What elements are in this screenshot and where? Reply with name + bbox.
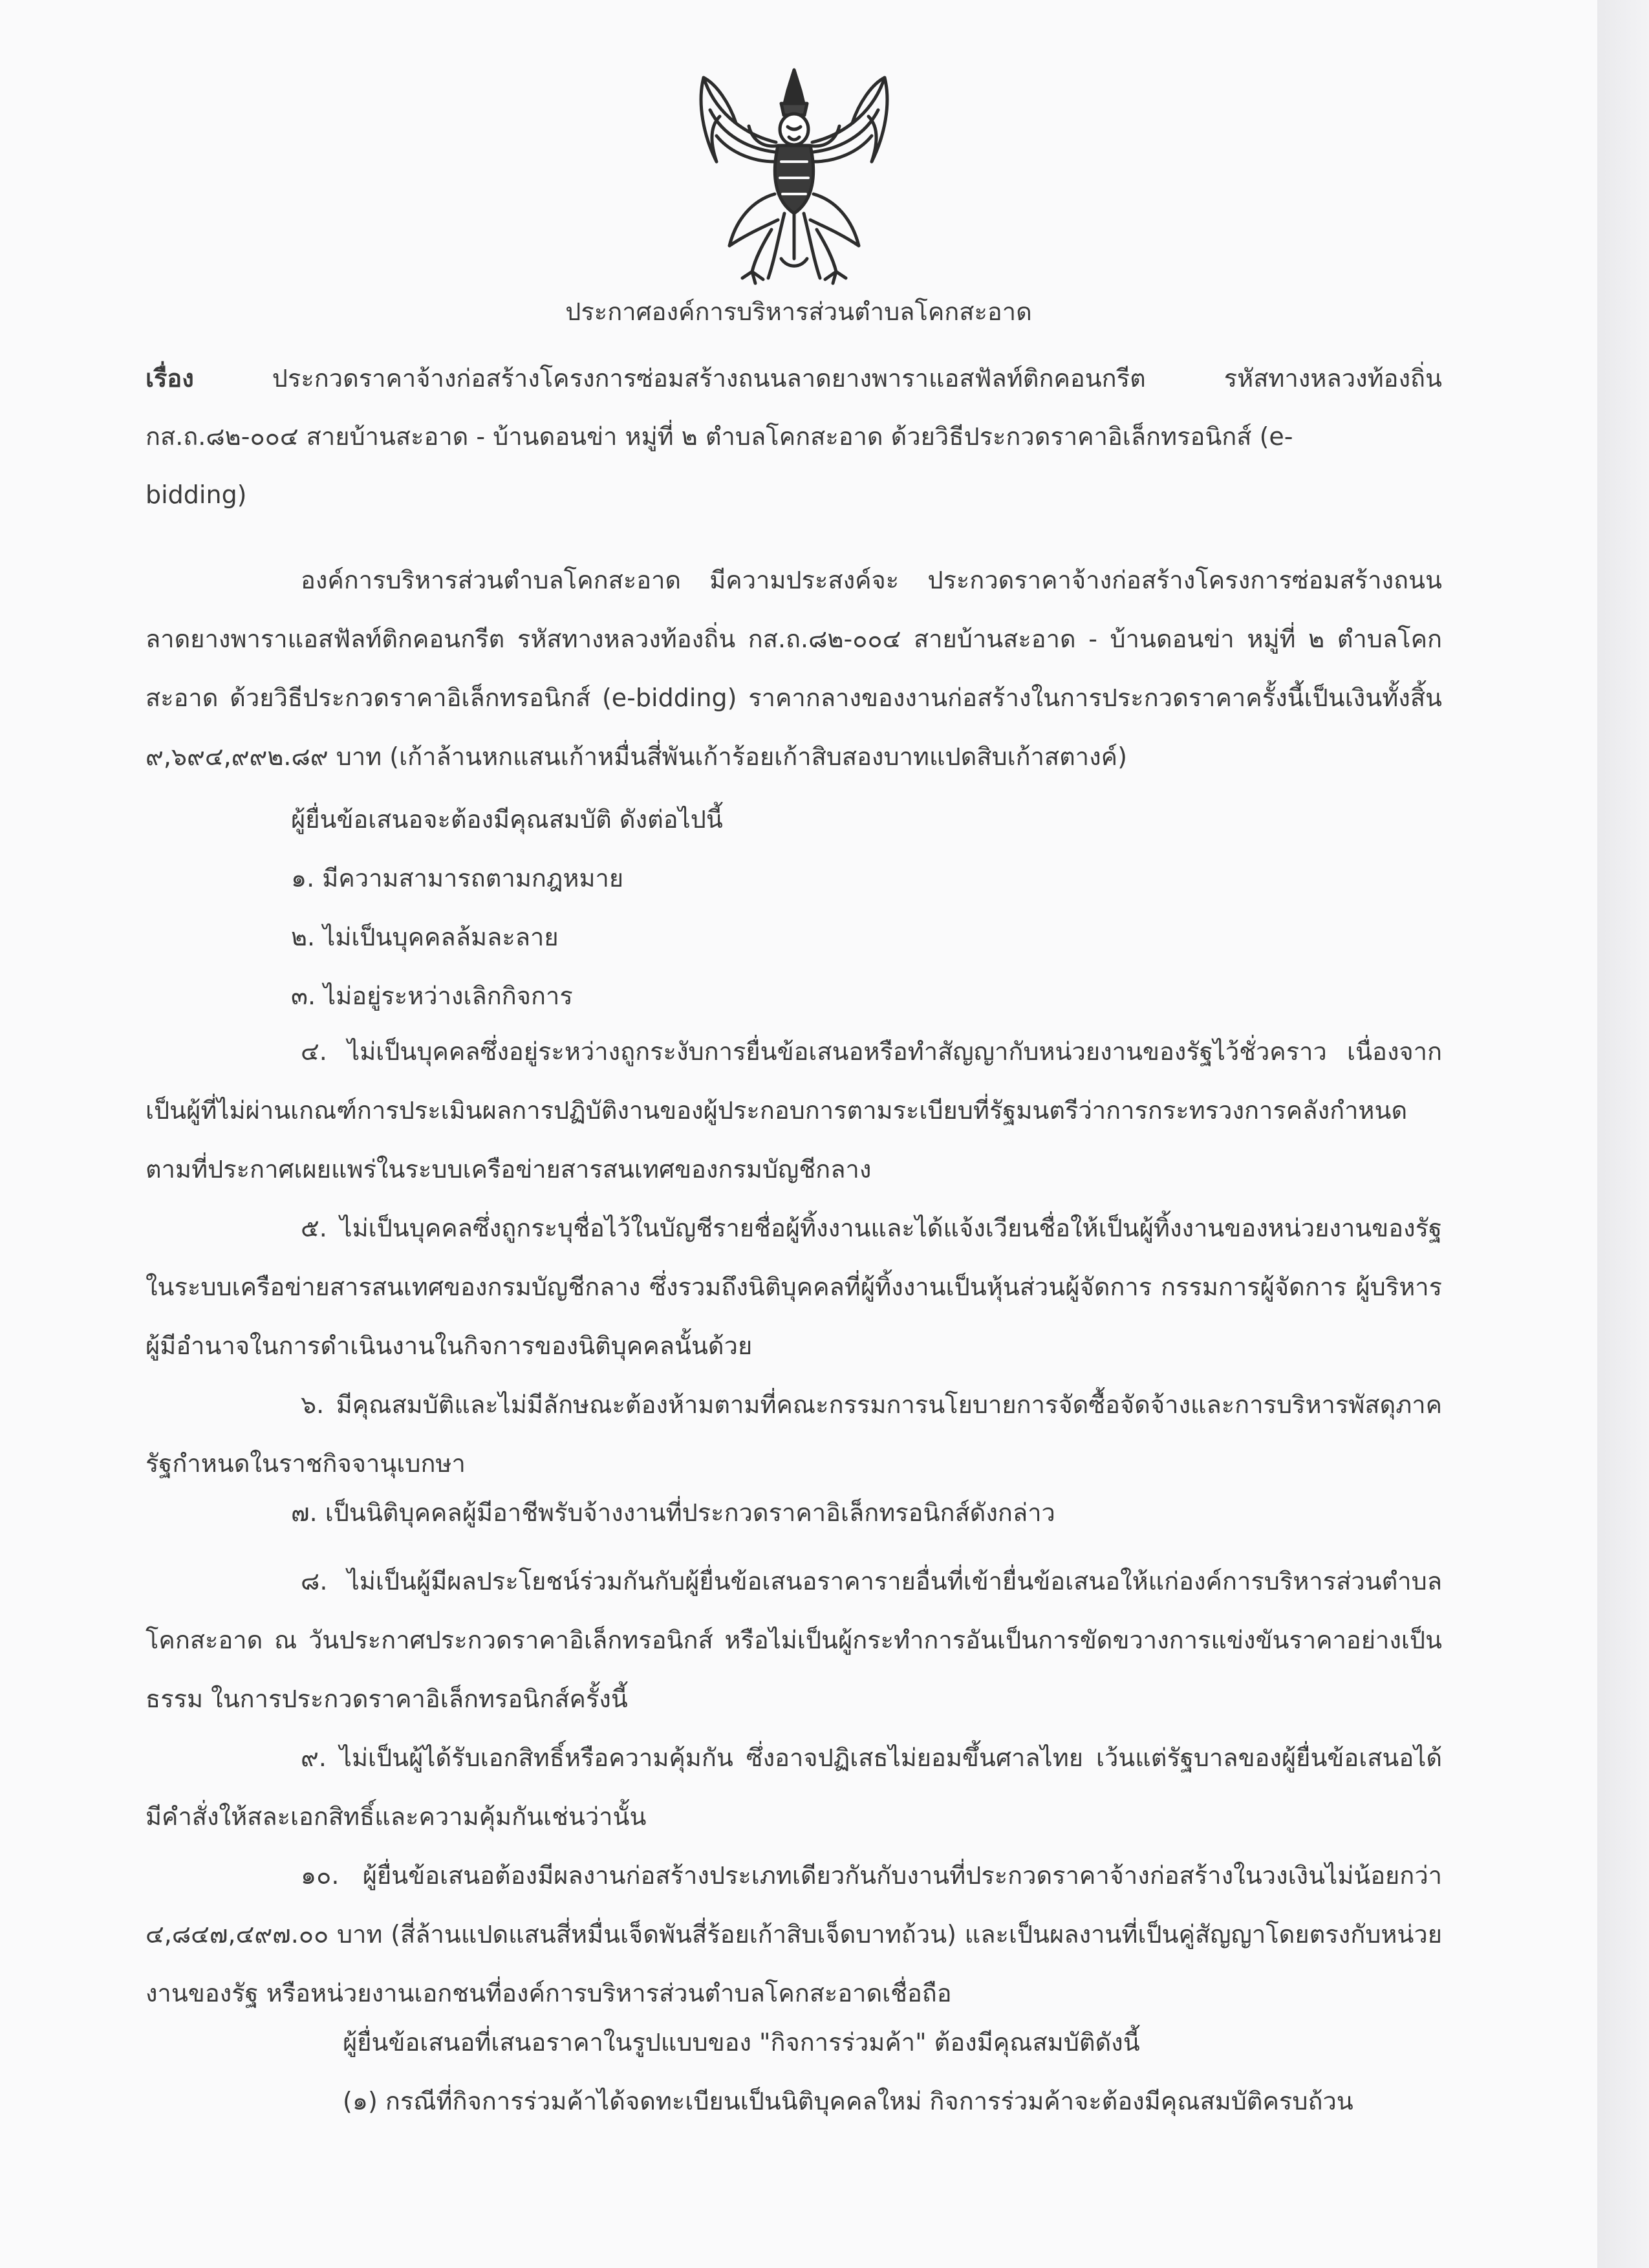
subject-tail: bidding) [146, 481, 247, 509]
qualification-item-5: ๕. ไม่เป็นบุคคลซึ่งถูกระบุชื่อไว้ในบัญชีรายชื่อผู้ทิ้งงานและได้แจ้งเวียนชื่อให้เป็นผู้ทิ้งงานของหน่วยงานของรัฐในระบบเครือข่ายสารสนเทศของกรมบัญชีกลาง ซึ่งรวมถึงนิติบุคคลที่ผู้ทิ้งงานเป็นหุ้นส่วนผู้จัดการ กรรมการผู้จัดการ ผู้บริหาร ผู้มีอำนาจในการดำเนินงานในกิจการของนิติบุคคลนั้นด้วย [146, 1214, 1442, 1360]
qualification-item-10: ๑๐. ผู้ยื่นข้อเสนอต้องมีผลงานก่อสร้างประเภทเดียวกันกับงานที่ประกวดราคาจ้างก่อสร้างในวงเงินไม่น้อยกว่า ๔,๘๔๗,๔๙๗.๐๐ บาท (สี่ล้านแปดแสนสี่หมื่นเจ็ดพันสี่ร้อยเก้าสิบเจ็ดบาทถ้วน) และเป็นผลงานที่เป็นคู่สัญญาโดยตรงกับหน่วยงานของรัฐ หรือหน่วยงานเอกชนที่องค์การบริหารส่วนตำบลโคกสะอาดเชื่อถือ [146, 1861, 1442, 2007]
document-subject [146, 349, 1442, 524]
subject-text: ประกวดราคาจ้างก่อสร้างโครงการซ่อมสร้างถนนลาดยางพาราแอสฟัลท์ติกคอนกรีต รหัสทางหลวงท้องถิ่น กส.ถ.๘๒-๐๐๔ สายบ้านสะอาด - บ้านดอนข่า หมู่ที่ ๒ ตำบลโคกสะอาด ด้วยวิธีประกวดราคาอิเล็กทรอนิกส์ (e- [146, 364, 1442, 451]
qualification-item-9: ๙. ไม่เป็นผู้ได้รับเอกสิทธิ์หรือความคุ้มกัน ซึ่งอาจปฏิเสธไม่ยอมขึ้นศาลไทย เว้นแต่รัฐบาลของผู้ยื่นข้อเสนอได้มีคำสั่งให้สละเอกสิทธิ์และความคุ้มกันเช่นว่านั้น [146, 1744, 1442, 1831]
qualification-item-1: ๑. มีความสามารถตามกฎหมาย [291, 864, 624, 892]
qualification-item-4: ๔. ไม่เป็นบุคคลซึ่งอยู่ระหว่างถูกระงับการยื่นข้อเสนอหรือทำสัญญากับหน่วยงานของรัฐไว้ชั่วคราว เนื่องจากเป็นผู้ที่ไม่ผ่านเกณฑ์การประเมินผลการปฏิบัติงานของผู้ประกอบการตามระเบียบที่รัฐมนตรีว่าการกระทรวงการคลังกำหนดตามที่ประกาศเผยแพร่ในระบบเครือข่ายสารสนเทศของกรมบัญชีกลาง [146, 1037, 1442, 1183]
intro-paragraph: องค์การบริหารส่วนตำบลโคกสะอาด มีความประสงค์จะ ประกวดราคาจ้างก่อสร้างโครงการซ่อมสร้างถนนลาดยางพาราแอสฟัลท์ติกคอนกรีต รหัสทางหลวงท้องถิ่น กส.ถ.๘๒-๐๐๔ สายบ้านสะอาด - บ้านดอนข่า หมู่ที่ ๒ ตำบลโคกสะอาด ด้วยวิธีประกวดราคาอิเล็กทรอนิกส์ (e-bidding) ราคากลางของงานก่อสร้างในการประกวดราคาครั้งนี้เป็นเงินทั้งสิ้น ๙,๖๙๔,๙๙๒.๘๙ บาท (เก้าล้านหกแสนเก้าหมื่นสี่พันเก้าร้อยเก้าสิบสองบาทแปดสิบเก้าสตางค์) [146, 566, 1442, 771]
garuda-emblem-icon [691, 65, 898, 291]
qualification-heading: ผู้ยื่นข้อเสนอจะต้องมีคุณสมบัติ ดังต่อไปนี้ [291, 805, 723, 834]
qualification-item-6: ๖. มีคุณสมบัติและไม่มีลักษณะต้องห้ามตามที่คณะกรรมการนโยบายการจัดซื้อจัดจ้างและการบริหารพัสดุภาครัฐกำหนดในราชกิจจานุเบกษา [146, 1390, 1442, 1478]
qualification-item-3: ๓. ไม่อยู่ระหว่างเลิกกิจการ [291, 982, 573, 1010]
qualification-item-2: ๒. ไม่เป็นบุคคลล้มละลาย [291, 923, 559, 951]
joint-venture-heading: ผู้ยื่นข้อเสนอที่เสนอราคาในรูปแบบของ "กิจการร่วมค้า" ต้องมีคุณสมบัติดังนี้ [343, 2028, 1140, 2057]
subject-label: เรื่อง [146, 364, 194, 393]
document-title: ประกาศองค์การบริหารส่วนตำบลโคกสะอาด [565, 297, 1032, 326]
page-edge [1597, 0, 1649, 2268]
qualification-item-7: ๗. เป็นนิติบุคคลผู้มีอาชีพรับจ้างงานที่ประกวดราคาอิเล็กทรอนิกส์ดังกล่าว [291, 1498, 1055, 1527]
qualification-item-8: ๘. ไม่เป็นผู้มีผลประโยชน์ร่วมกันกับผู้ยื่นข้อเสนอราคารายอื่นที่เข้ายื่นข้อเสนอให้แก่องค์การบริหารส่วนตำบลโคกสะอาด ณ วันประกาศประกวดราคาอิเล็กทรอนิกส์ หรือไม่เป็นผู้กระทำการอันเป็นการขัดขวางการแข่งขันราคาอย่างเป็นธรรม ในการประกวดราคาอิเล็กทรอนิกส์ครั้งนี้ [146, 1567, 1442, 1713]
joint-venture-item-1: (๑) กรณีที่กิจการร่วมค้าได้จดทะเบียนเป็นนิติบุคคลใหม่ กิจการร่วมค้าจะต้องมีคุณสมบัติครบถ้วน [343, 2087, 1353, 2115]
